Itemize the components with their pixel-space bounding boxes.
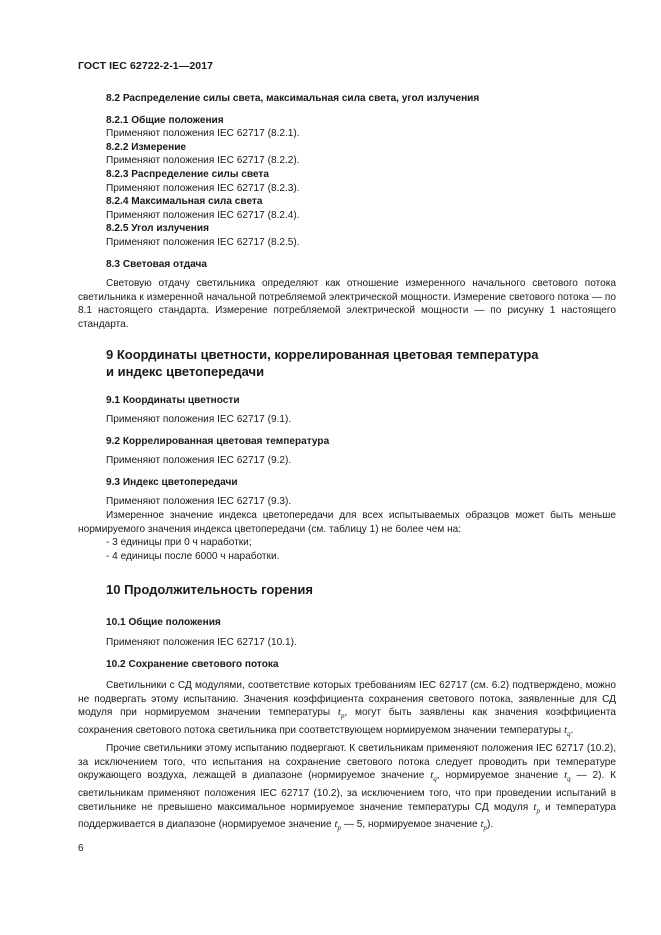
temperature-symbol: $t_q$ [430,769,437,784]
subsection-8-2-4-title: 8.2.4 Максимальная сила света [106,196,263,208]
temperature-symbol: $t_q$ [564,724,571,739]
section-8-3-title: 8.3 Световая отдача [106,258,208,270]
subsection-list [78,114,616,250]
section-9-title-line1: 9 Координаты цветности, коррелированная цветовая температура [106,346,539,362]
section-10-1-text: Применяют положения IEC 62717 (10.1). [106,637,297,649]
subsection-8-2-3-text: Применяют положения IEC 62717 (8.2.3). [106,182,300,194]
subsection-8-2-1-text: Применяют положения IEC 62717 (8.2.1). [106,128,300,140]
temperature-symbol: $t_p$ [533,800,540,815]
section-9-3-text2: Измеренное значение индекса цветопередачи для всех испытываемых образцов может быть меньше нормируемого значения индекса цветопередачи (см. таблицу 1) не более чем на: [78,510,616,535]
section-10-1-title: 10.1 Общие положения [106,617,221,629]
section-9-3-text1: Применяют положения IEC 62717 (9.3). [106,496,292,508]
subsection-8-2-5-title: 8.2.5 Угол излучения [106,223,209,235]
subsection-8-2-2-text: Применяют положения IEC 62717 (8.2.2). [106,155,300,167]
section-9-2-title: 9.2 Коррелированная цветовая температура [106,435,330,447]
section-9-1-title: 9.1 Координаты цветности [106,394,240,406]
document-header: ГОСТ IEC 62722-2-1—2017 [78,60,214,72]
subsection-8-2-1-title: 8.2.1 Общие положения [106,114,224,126]
section-8-3-text: Световую отдачу светильника определяют как отношение измеренного начального светового потока светильника к измеренной начальной потребляемой электрической мощности. Измерение светового потока — по 8.1 настоящего стандарта. Измерение потребляемой электрической мощности — по рисунку 1 настоящего стандарта. [78,278,616,330]
section-9-title-line2: и индекс цветопередачи [106,363,265,379]
temperature-symbol: $t_q$ [564,769,571,784]
subsection-8-2-5-text: Применяют положения IEC 62717 (8.2.5). [106,236,300,248]
section-10-2-paragraph-2: Прочие светильники этому испытанию подвергают. К светильникам применяют положения IEC 62717 (10.2), за исключением того, что испытания на сохранение светового потока следует проводить при температуре окружающего воздуха, лежащей в диапазоне (нормируемое значение $t_q$, нормируемое значение $t_q$ — 2). К светильникам применяют положения IEC 62717 (10.2), за исключением того, что при проведении испытаний в светильнике не превышено максимальное нормируемое значение температуры СД модуля $t_p$ и температура поддерживается в диапазоне (нормируемое значение $t_p$ — 5, нормируемое значение $t_p$). [78,742,617,833]
section-9-1-text: Применяют положения IEC 62717 (9.1). [106,414,292,426]
section-8-2-title: 8.2 Распределение силы света, максимальная сила света, угол излучения [106,93,480,104]
section-9-3-list-item: - 3 единицы при 0 ч наработки; [106,537,252,549]
temperature-symbol: $t_p$ [480,818,488,833]
document-body [78,92,616,836]
section-9-3-title: 9.3 Индекс цветопередачи [106,476,238,488]
section-10-title: 10 Продолжительность горения [106,582,313,598]
section-9-2-text: Применяют положения IEC 62717 (9.2). [106,455,292,467]
subsection-8-2-2-title: 8.2.2 Измерение [106,141,187,153]
subsection-8-2-3-title: 8.2.3 Распределение силы света [106,168,269,180]
temperature-symbol: $t_p$ [337,706,345,721]
page-number: 6 [78,843,84,854]
temperature-symbol: $t_p$ [334,818,342,833]
subsection-8-2-4-text: Применяют положения IEC 62717 (8.2.4). [106,209,300,221]
section-9-3-list-item: - 4 единицы после 6000 ч наработки. [106,550,280,562]
section-10-2-title: 10.2 Сохранение светового потока [106,658,279,670]
section-9-title [78,346,616,380]
section-10-2-paragraph-1: Светильники с СД модулями, соответствие которых требованиям IEC 62717 (см. 6.2) подтверждено, можно не подвергать этому испытанию. Значения коэффициента сохранения светового потока, заявленные для СД модуля при нормируемом значении температуры $t_p$, могут быть заявлены как значения коэффициента сохранения светового потока светильника при соответствующем нормируемом значении температуры $t_q$. [78,680,616,739]
